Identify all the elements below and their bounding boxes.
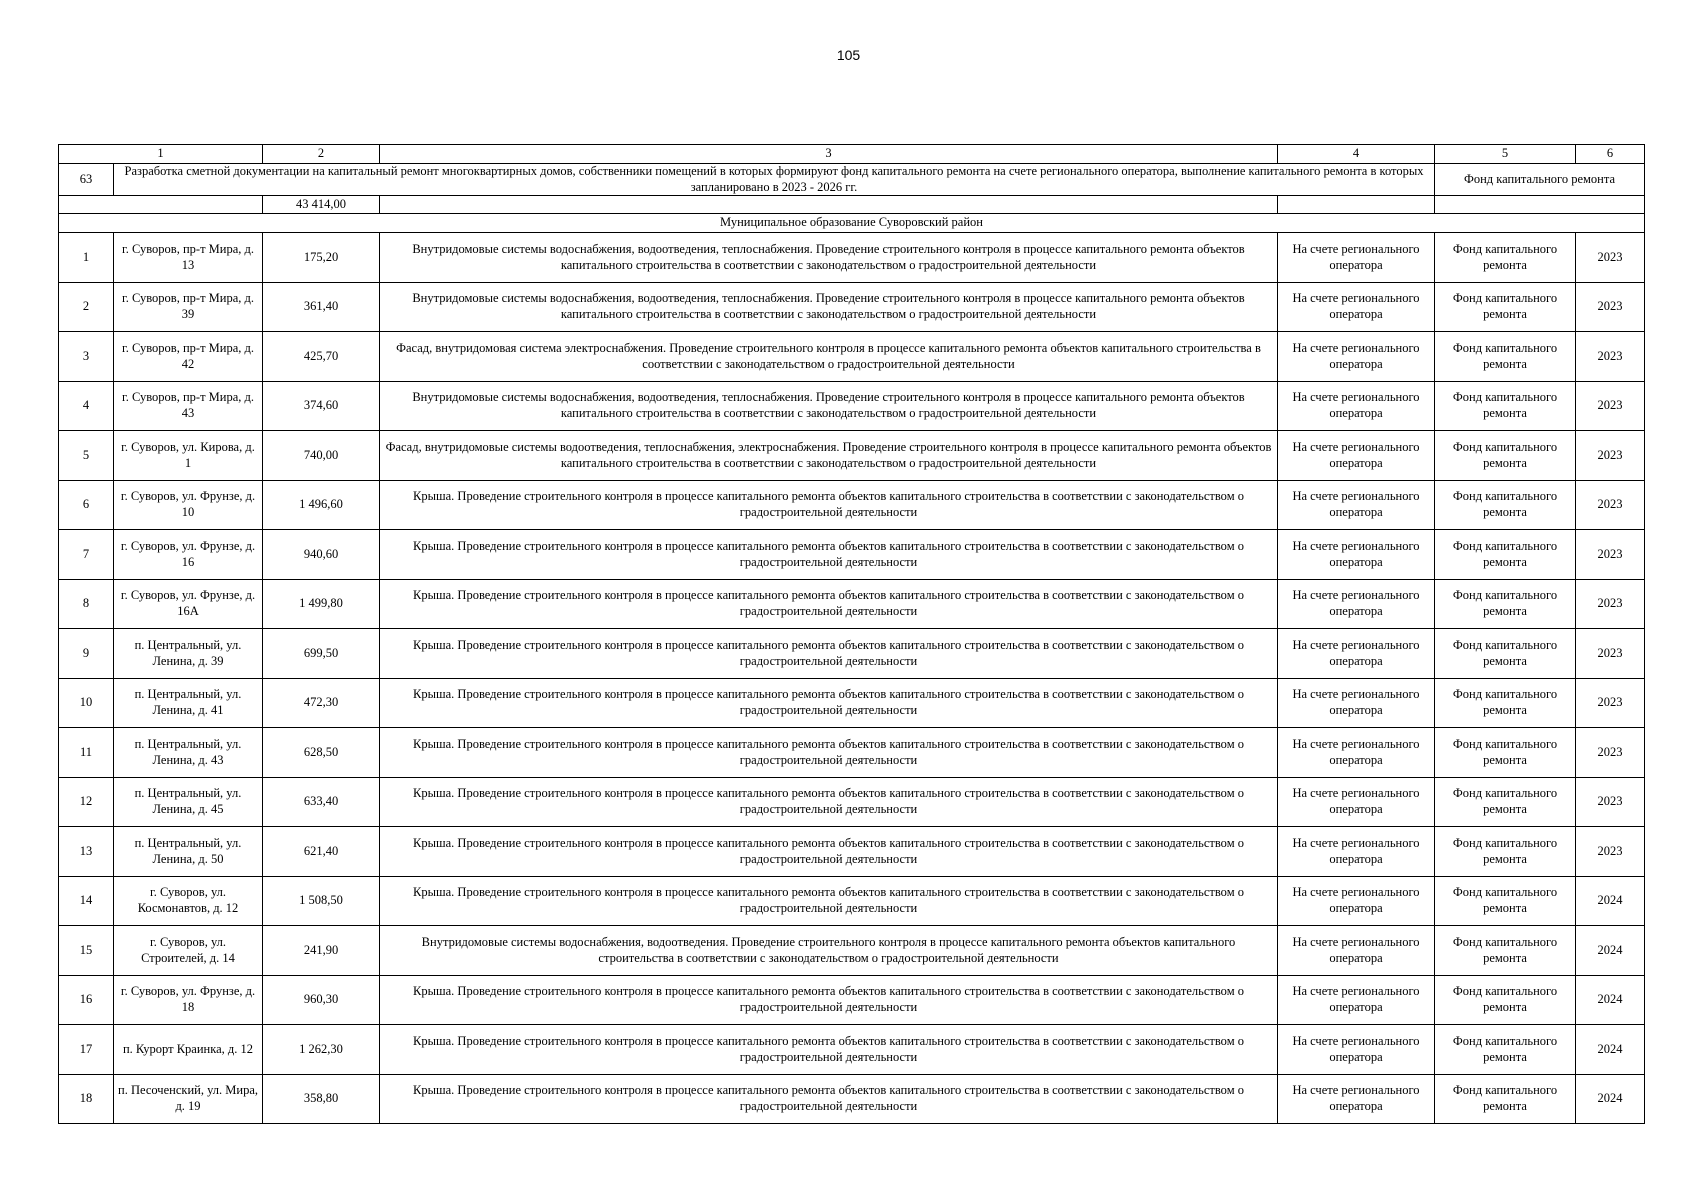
row-account: На счете регионального оператора — [1278, 480, 1435, 530]
table-row — [59, 282, 1645, 332]
row-year: 2023 — [1576, 233, 1645, 283]
row-works: Внутридомовые системы водоснабжения, водоотведения, теплоснабжения. Проведение строительного контроля в процессе капитального ремонта объектов капитального строительства в соответствии с законодательством о градостроительной деятельности — [380, 381, 1278, 431]
row-number: 13 — [59, 827, 114, 877]
row-fund: Фонд капитального ремонта — [1435, 579, 1576, 629]
row-works: Крыша. Проведение строительного контроля в процессе капитального ремонта объектов капитального строительства в соответствии с законодательством о градостроительной деятельности — [380, 530, 1278, 580]
row-works: Крыша. Проведение строительного контроля в процессе капитального ремонта объектов капитального строительства в соответствии с законодательством о градостроительной деятельности — [380, 827, 1278, 877]
row-fund: Фонд капитального ремонта — [1435, 332, 1576, 382]
table-row — [59, 579, 1645, 629]
row-cost: 621,40 — [263, 827, 380, 877]
row-works: Внутридомовые системы водоснабжения, водоотведения. Проведение строительного контроля в процессе капитального ремонта объектов капитального строительства в соответствии с законодательством о градостроительной деятельности — [380, 926, 1278, 976]
row-number: 9 — [59, 629, 114, 679]
row-account: На счете регионального оператора — [1278, 530, 1435, 580]
row-cost: 633,40 — [263, 777, 380, 827]
row-year: 2024 — [1576, 1074, 1645, 1124]
table-row — [59, 777, 1645, 827]
row-fund: Фонд капитального ремонта — [1435, 381, 1576, 431]
row-cost: 1 508,50 — [263, 876, 380, 926]
table-row — [59, 381, 1645, 431]
row-address: г. Суворов, ул. Фрунзе, д. 18 — [114, 975, 263, 1025]
row-fund: Фонд капитального ремонта — [1435, 975, 1576, 1025]
section-title-row — [59, 164, 1645, 196]
row-year: 2023 — [1576, 777, 1645, 827]
row-works: Крыша. Проведение строительного контроля в процессе капитального ремонта объектов капитального строительства в соответствии с законодательством о градостроительной деятельности — [380, 1025, 1278, 1075]
section-number: 63 — [59, 164, 114, 196]
table-row — [59, 975, 1645, 1025]
row-account: На счете регионального оператора — [1278, 827, 1435, 877]
row-address: г. Суворов, пр-т Мира, д. 13 — [114, 233, 263, 283]
row-address: г. Суворов, ул. Фрунзе, д. 10 — [114, 480, 263, 530]
row-year: 2023 — [1576, 431, 1645, 481]
row-cost: 960,30 — [263, 975, 380, 1025]
row-year: 2023 — [1576, 579, 1645, 629]
row-account: На счете регионального оператора — [1278, 1074, 1435, 1124]
row-fund: Фонд капитального ремонта — [1435, 926, 1576, 976]
section-total: 43 414,00 — [263, 196, 380, 214]
row-fund: Фонд капитального ремонта — [1435, 1074, 1576, 1124]
total-empty-cell — [1278, 196, 1435, 214]
row-works: Крыша. Проведение строительного контроля в процессе капитального ремонта объектов капитального строительства в соответствии с законодательством о градостроительной деятельности — [380, 728, 1278, 778]
column-header-1: 1 — [59, 145, 263, 164]
row-works: Крыша. Проведение строительного контроля в процессе капитального ремонта объектов капитального строительства в соответствии с законодательством о градостроительной деятельности — [380, 1074, 1278, 1124]
row-address: г. Суворов, ул. Фрунзе, д. 16 — [114, 530, 263, 580]
row-address: г. Суворов, ул. Кирова, д. 1 — [114, 431, 263, 481]
table-row — [59, 926, 1645, 976]
table-row — [59, 629, 1645, 679]
column-header-2: 2 — [263, 145, 380, 164]
table-row — [59, 1025, 1645, 1075]
column-header-3: 3 — [380, 145, 1278, 164]
row-fund: Фонд капитального ремонта — [1435, 876, 1576, 926]
row-account: На счете регионального оператора — [1278, 233, 1435, 283]
row-address: г. Суворов, пр-т Мира, д. 43 — [114, 381, 263, 431]
row-year: 2024 — [1576, 975, 1645, 1025]
row-address: г. Суворов, пр-т Мира, д. 42 — [114, 332, 263, 382]
row-cost: 628,50 — [263, 728, 380, 778]
section-total-row — [59, 196, 1645, 214]
table-row — [59, 827, 1645, 877]
row-cost: 699,50 — [263, 629, 380, 679]
row-address: п. Курорт Краинка, д. 12 — [114, 1025, 263, 1075]
row-cost: 472,30 — [263, 678, 380, 728]
row-works: Внутридомовые системы водоснабжения, водоотведения, теплоснабжения. Проведение строительного контроля в процессе капитального ремонта объектов капитального строительства в соответствии с законодательством о градостроительной деятельности — [380, 233, 1278, 283]
row-account: На счете регионального оператора — [1278, 629, 1435, 679]
column-header-5: 5 — [1435, 145, 1576, 164]
table-row — [59, 530, 1645, 580]
row-year: 2023 — [1576, 678, 1645, 728]
row-fund: Фонд капитального ремонта — [1435, 629, 1576, 679]
table-row — [59, 233, 1645, 283]
row-year: 2024 — [1576, 876, 1645, 926]
row-year: 2023 — [1576, 530, 1645, 580]
row-number: 17 — [59, 1025, 114, 1075]
row-account: На счете регионального оператора — [1278, 728, 1435, 778]
row-year: 2023 — [1576, 827, 1645, 877]
row-works: Крыша. Проведение строительного контроля в процессе капитального ремонта объектов капитального строительства в соответствии с законодательством о градостроительной деятельности — [380, 975, 1278, 1025]
row-address: п. Центральный, ул. Ленина, д. 39 — [114, 629, 263, 679]
row-works: Фасад, внутридомовая система электроснабжения. Проведение строительного контроля в процессе капитального ремонта объектов капитального строительства в соответствии с законодательством о градостроительной деятельности — [380, 332, 1278, 382]
row-cost: 940,60 — [263, 530, 380, 580]
row-year: 2023 — [1576, 282, 1645, 332]
row-works: Крыша. Проведение строительного контроля в процессе капитального ремонта объектов капитального строительства в соответствии с законодательством о градостроительной деятельности — [380, 876, 1278, 926]
municipality-name: Муниципальное образование Суворовский район — [59, 214, 1645, 233]
row-cost: 361,40 — [263, 282, 380, 332]
row-year: 2023 — [1576, 728, 1645, 778]
row-cost: 374,60 — [263, 381, 380, 431]
row-cost: 1 496,60 — [263, 480, 380, 530]
row-cost: 175,20 — [263, 233, 380, 283]
row-works: Крыша. Проведение строительного контроля в процессе капитального ремонта объектов капитального строительства в соответствии с законодательством о градостроительной деятельности — [380, 777, 1278, 827]
row-address: г. Суворов, ул. Фрунзе, д. 16А — [114, 579, 263, 629]
table-row — [59, 876, 1645, 926]
column-header-6: 6 — [1576, 145, 1645, 164]
row-works: Внутридомовые системы водоснабжения, водоотведения, теплоснабжения. Проведение строительного контроля в процессе капитального ремонта объектов капитального строительства в соответствии с законодательством о градостроительной деятельности — [380, 282, 1278, 332]
row-account: На счете регионального оператора — [1278, 579, 1435, 629]
row-account: На счете регионального оператора — [1278, 926, 1435, 976]
table-row — [59, 480, 1645, 530]
row-cost: 425,70 — [263, 332, 380, 382]
total-empty-cell — [380, 196, 1278, 214]
row-number: 8 — [59, 579, 114, 629]
table-row — [59, 728, 1645, 778]
row-address: п. Центральный, ул. Ленина, д. 41 — [114, 678, 263, 728]
row-number: 3 — [59, 332, 114, 382]
row-fund: Фонд капитального ремонта — [1435, 233, 1576, 283]
row-number: 7 — [59, 530, 114, 580]
row-number: 2 — [59, 282, 114, 332]
row-address: г. Суворов, ул. Строителей, д. 14 — [114, 926, 263, 976]
row-year: 2023 — [1576, 480, 1645, 530]
row-account: На счете регионального оператора — [1278, 381, 1435, 431]
row-fund: Фонд капитального ремонта — [1435, 827, 1576, 877]
row-works: Крыша. Проведение строительного контроля в процессе капитального ремонта объектов капитального строительства в соответствии с законодательством о градостроительной деятельности — [380, 480, 1278, 530]
row-account: На счете регионального оператора — [1278, 282, 1435, 332]
page-number: 105 — [836, 47, 861, 63]
row-year: 2024 — [1576, 1025, 1645, 1075]
row-number: 5 — [59, 431, 114, 481]
row-number: 10 — [59, 678, 114, 728]
row-account: На счете регионального оператора — [1278, 777, 1435, 827]
row-number: 11 — [59, 728, 114, 778]
total-empty-cell — [59, 196, 263, 214]
row-account: На счете регионального оператора — [1278, 431, 1435, 481]
table-row — [59, 678, 1645, 728]
row-address: г. Суворов, пр-т Мира, д. 39 — [114, 282, 263, 332]
row-number: 14 — [59, 876, 114, 926]
row-works: Крыша. Проведение строительного контроля в процессе капитального ремонта объектов капитального строительства в соответствии с законодательством о градостроительной деятельности — [380, 678, 1278, 728]
row-number: 4 — [59, 381, 114, 431]
row-fund: Фонд капитального ремонта — [1435, 530, 1576, 580]
row-account: На счете регионального оператора — [1278, 876, 1435, 926]
section-fund: Фонд капитального ремонта — [1435, 164, 1645, 196]
municipality-row — [59, 214, 1645, 233]
row-number: 1 — [59, 233, 114, 283]
row-fund: Фонд капитального ремонта — [1435, 728, 1576, 778]
row-year: 2023 — [1576, 381, 1645, 431]
row-fund: Фонд капитального ремонта — [1435, 431, 1576, 481]
table-row — [59, 431, 1645, 481]
row-number: 6 — [59, 480, 114, 530]
row-number: 15 — [59, 926, 114, 976]
row-fund: Фонд капитального ремонта — [1435, 480, 1576, 530]
row-number: 18 — [59, 1074, 114, 1124]
row-account: На счете регионального оператора — [1278, 332, 1435, 382]
row-account: На счете регионального оператора — [1278, 975, 1435, 1025]
section-title: Разработка сметной документации на капитальный ремонт многоквартирных домов, собственники помещений в которых формируют фонд капитального ремонта на счете регионального оператора, выполнение капитального ремонта в которых запланировано в 2023 - 2026 гг. — [114, 164, 1435, 196]
row-works: Фасад, внутридомовые системы водоотведения, теплоснабжения, электроснабжения. Проведение строительного контроля в процессе капитального ремонта объектов капитального строительства в соответствии с законодательством о градостроительной деятельности — [380, 431, 1278, 481]
total-empty-cell — [1435, 196, 1645, 214]
row-address: п. Центральный, ул. Ленина, д. 45 — [114, 777, 263, 827]
row-number: 12 — [59, 777, 114, 827]
row-year: 2023 — [1576, 629, 1645, 679]
capital-repair-table — [58, 144, 1645, 1124]
column-number-header-row — [59, 145, 1645, 164]
row-cost: 740,00 — [263, 431, 380, 481]
row-cost: 241,90 — [263, 926, 380, 976]
row-year: 2024 — [1576, 926, 1645, 976]
row-address: г. Суворов, ул. Космонавтов, д. 12 — [114, 876, 263, 926]
row-year: 2023 — [1576, 332, 1645, 382]
row-number: 16 — [59, 975, 114, 1025]
row-address: п. Песоченский, ул. Мира, д. 19 — [114, 1074, 263, 1124]
table-row — [59, 332, 1645, 382]
row-fund: Фонд капитального ремонта — [1435, 1025, 1576, 1075]
table-row — [59, 1074, 1645, 1124]
row-address: п. Центральный, ул. Ленина, д. 43 — [114, 728, 263, 778]
column-header-4: 4 — [1278, 145, 1435, 164]
row-fund: Фонд капитального ремонта — [1435, 777, 1576, 827]
row-address: п. Центральный, ул. Ленина, д. 50 — [114, 827, 263, 877]
row-works: Крыша. Проведение строительного контроля в процессе капитального ремонта объектов капитального строительства в соответствии с законодательством о градостроительной деятельности — [380, 629, 1278, 679]
row-works: Крыша. Проведение строительного контроля в процессе капитального ремонта объектов капитального строительства в соответствии с законодательством о градостроительной деятельности — [380, 579, 1278, 629]
row-fund: Фонд капитального ремонта — [1435, 282, 1576, 332]
row-account: На счете регионального оператора — [1278, 1025, 1435, 1075]
row-cost: 358,80 — [263, 1074, 380, 1124]
row-cost: 1 499,80 — [263, 579, 380, 629]
row-cost: 1 262,30 — [263, 1025, 380, 1075]
row-account: На счете регионального оператора — [1278, 678, 1435, 728]
row-fund: Фонд капитального ремонта — [1435, 678, 1576, 728]
